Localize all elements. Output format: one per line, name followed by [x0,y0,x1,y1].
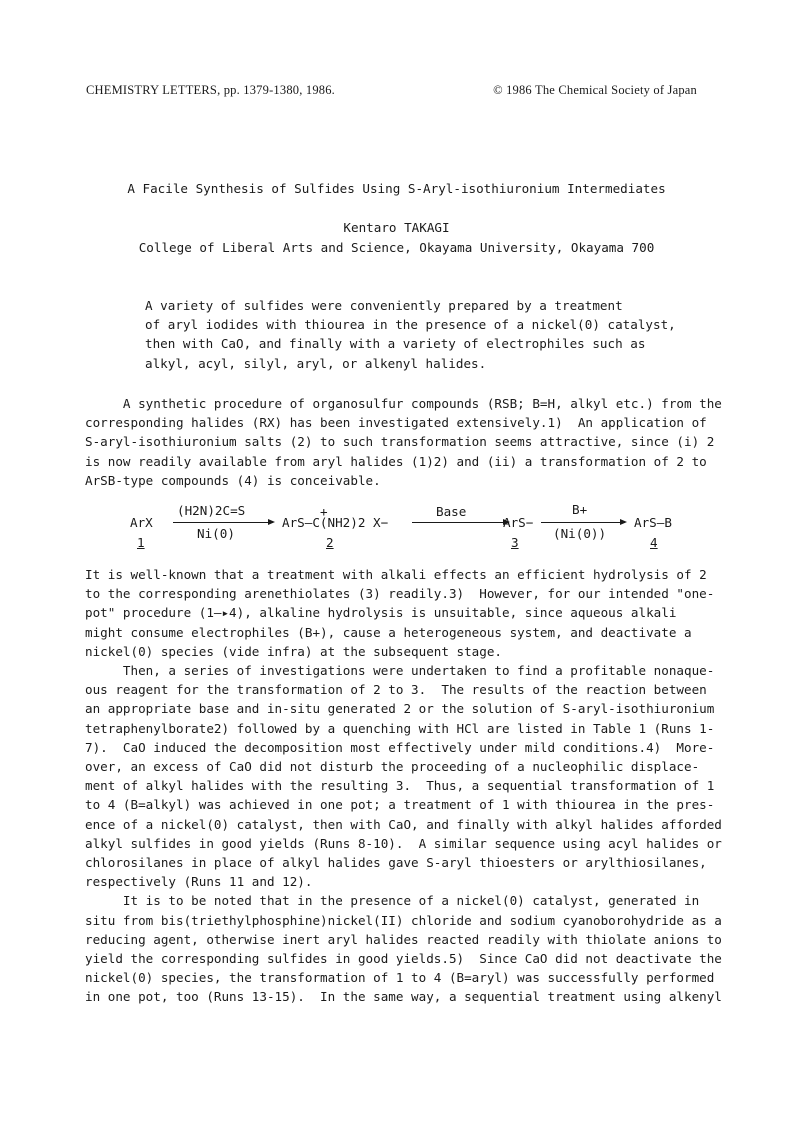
body-line: ence of a nickel(0) catalyst, then with CaO, and finally with alkyl halides afforded [85,816,722,832]
nickel-catalyst-label-2: (Ni(0)) [553,526,607,541]
thiourea-reagent: (H2N)2C=S [177,503,246,518]
body-line: It is to be noted that in the presence of a nickel(0) catalyst, generated in [85,893,700,909]
body-line: in one pot, too (Runs 13-15). In the same way, a sequential treatment using alkenyl [85,989,722,1005]
body-line: chlorosilanes in place of alkyl halides gave S-aryl thioesters or arylthiosilanes, [85,855,707,871]
body-line: ment of alkyl halides with the resulting 3. Thus, a sequential transformation of 1 [85,778,715,794]
body-line: corresponding halides (RX) has been investigated extensively.1) An application of [85,415,707,431]
author-affiliation: College of Liberal Arts and Science, Okayama University, Okayama 700 [138,240,655,255]
sulfide-product: ArS—B [634,515,672,530]
abstract-line: alkyl, acyl, silyl, aryl, or alkenyl halides. [145,355,487,371]
paragraph-main [85,565,722,1007]
body-line: pot" procedure (1—▸4), alkaline hydrolysis is unsuitable, since aqueous alkali [85,605,677,621]
compound-number-3: 3 [511,535,519,550]
abstract-line: then with CaO, and finally with a variety of electrophiles such as [145,336,646,352]
body-line: an appropriate base and in-situ generated 2 or the solution of S-aryl-isothiuronium [85,701,715,717]
base-label: Base [436,504,467,519]
body-line: S-aryl-isothiuronium salts (2) to such transformation seems attractive, since (i) 2 [85,434,715,450]
body-line: over, an excess of CaO did not disturb the proceeding of a nucleophilic displace- [85,759,700,775]
copyright-notice: © 1986 The Chemical Society of Japan [493,83,697,97]
abstract [145,296,676,373]
body-line: might consume electrophiles (B+), cause a heterogeneous system, and deactivate a [85,624,692,640]
isothiuronium-salt: ArS—C(NH2)2 X− [282,515,389,530]
reaction-arrow-3 [541,522,625,523]
compound-number-1: 1 [137,535,145,550]
body-line: reducing agent, otherwise inert aryl halides reacted readily with thiolate anions to [85,931,722,947]
body-line: tetraphenylborate2) followed by a quenching with HCl are listed in Table 1 (Runs 1- [85,720,715,736]
reaction-arrow-2 [412,522,508,523]
compound-number-2: 2 [326,535,334,550]
paper-title: A Facile Synthesis of Sulfides Using S-Aryl-isothiuronium Intermediates [127,181,666,196]
aryl-halide-label: ArX [130,515,153,530]
body-line: is now readily available from aryl halides (1)2) and (ii) a transformation of 2 to [85,453,707,469]
body-line: It is well-known that a treatment with alkali effects an efficient hydrolysis of 2 [85,567,707,582]
nickel-catalyst-label: Ni(0) [197,526,235,541]
paragraph-intro [85,394,722,490]
body-line: to the corresponding arenethiolates (3) readily.3) However, for our intended "one- [85,586,715,602]
abstract-line: of aryl iodides with thiourea in the presence of a nickel(0) catalyst, [145,317,676,333]
body-line: nickel(0) species, the transformation of 1 to 4 (B=aryl) was successfully performed [85,970,715,986]
arenethiolate: ArS− [503,515,534,530]
body-line: ArSB-type compounds (4) is conceivable. [85,472,381,488]
body-line: Then, a series of investigations were undertaken to find a profitable nonaque- [85,663,715,679]
abstract-line: A variety of sulfides were conveniently prepared by a treatment [145,298,623,313]
cation-charge: + [320,504,328,519]
body-line: 7). CaO induced the decomposition most effectively under mild conditions.4) More- [85,739,715,755]
journal-citation: CHEMISTRY LETTERS, pp. 1379-1380, 1986. [86,83,336,97]
body-line: ous reagent for the transformation of 2 to 3. The results of the reaction between [85,682,707,698]
body-line: yield the corresponding sulfides in good yields.5) Since CaO did not deactivate the [85,951,722,967]
body-line: nickel(0) species (vide infra) at the subsequent stage. [85,643,503,659]
body-line: A synthetic procedure of organosulfur compounds (RSB; B=H, alkyl etc.) from the [85,396,722,411]
electrophile-label: B+ [572,502,588,517]
body-line: to 4 (B=alkyl) was achieved in one pot; a treatment of 1 with thiourea in the pres- [85,797,715,813]
body-line: situ from bis(triethylphosphine)nickel(II) chloride and sodium cyanoborohydride as a [85,912,722,928]
author-name: Kentaro TAKAGI [343,220,450,235]
reaction-scheme [85,500,725,560]
body-line: respectively (Runs 11 and 12). [85,874,313,890]
reaction-arrow-1 [173,522,273,523]
body-line: alkyl sulfides in good yields (Runs 8-10). A similar sequence using acyl halides or [85,835,722,851]
compound-number-4: 4 [650,535,658,550]
